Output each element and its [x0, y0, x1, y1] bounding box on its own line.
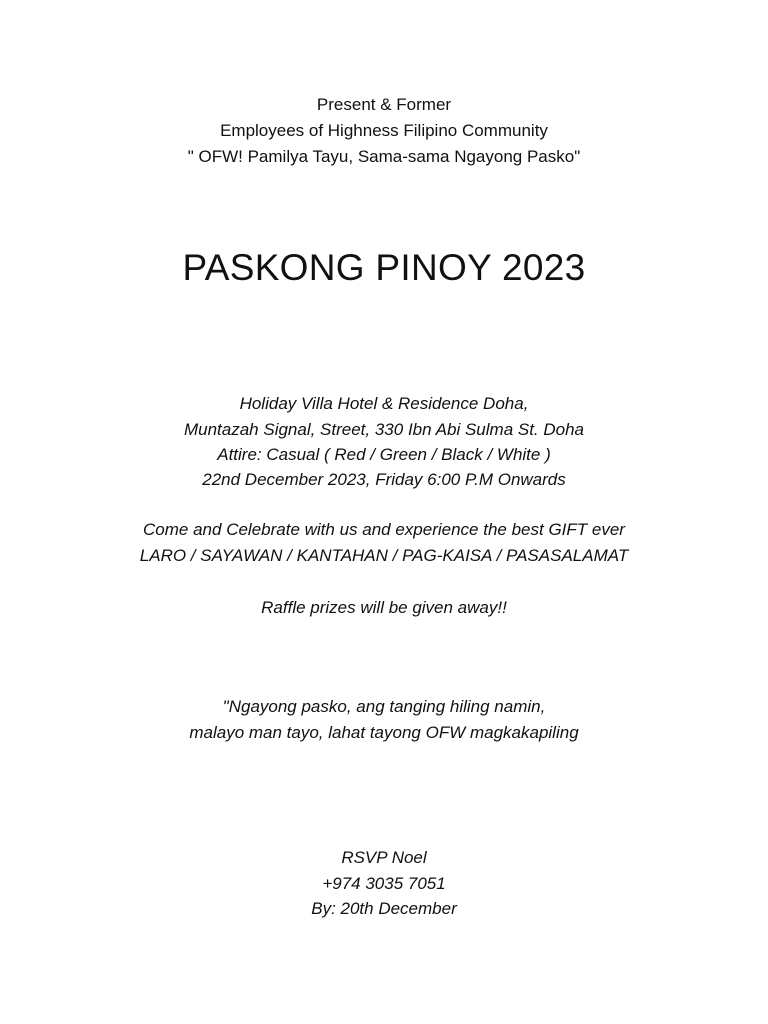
rsvp-name: RSVP Noel: [341, 848, 427, 867]
invite-line-activities: LARO / SAYAWAN / KANTAHAN / PAG-KAISA / PASASALAMAT: [139, 546, 629, 565]
header-line-slogan: " OFW! Pamilya Tayu, Sama-sama Ngayong Pasko": [187, 147, 581, 166]
event-title: PASKONG PINOY 2023: [182, 247, 586, 288]
rsvp-deadline: By: 20th December: [311, 899, 457, 918]
venue-line-address: Muntazah Signal, Street, 330 Ibn Abi Sulma St. Doha: [183, 420, 585, 439]
quote-line-1: "Ngayong pasko, ang tanging hiling namin,: [222, 697, 546, 716]
rsvp-phone: +974 3035 7051: [322, 874, 446, 893]
raffle-line: Raffle prizes will be given away!!: [261, 598, 507, 617]
header-line-present-former: Present & Former: [316, 95, 452, 114]
header-line-employees: Employees of Highness Filipino Community: [220, 121, 548, 140]
datetime-line: 22nd December 2023, Friday 6:00 P.M Onwards: [202, 470, 566, 489]
quote-line-2: malayo man tayo, lahat tayong OFW magkakapiling: [189, 723, 579, 742]
attire-line: Attire: Casual ( Red / Green / Black / White ): [217, 445, 551, 464]
invite-line-celebrate: Come and Celebrate with us and experience the best GIFT ever: [143, 520, 625, 539]
venue-line-hotel: Holiday Villa Hotel & Residence Doha,: [239, 394, 529, 413]
